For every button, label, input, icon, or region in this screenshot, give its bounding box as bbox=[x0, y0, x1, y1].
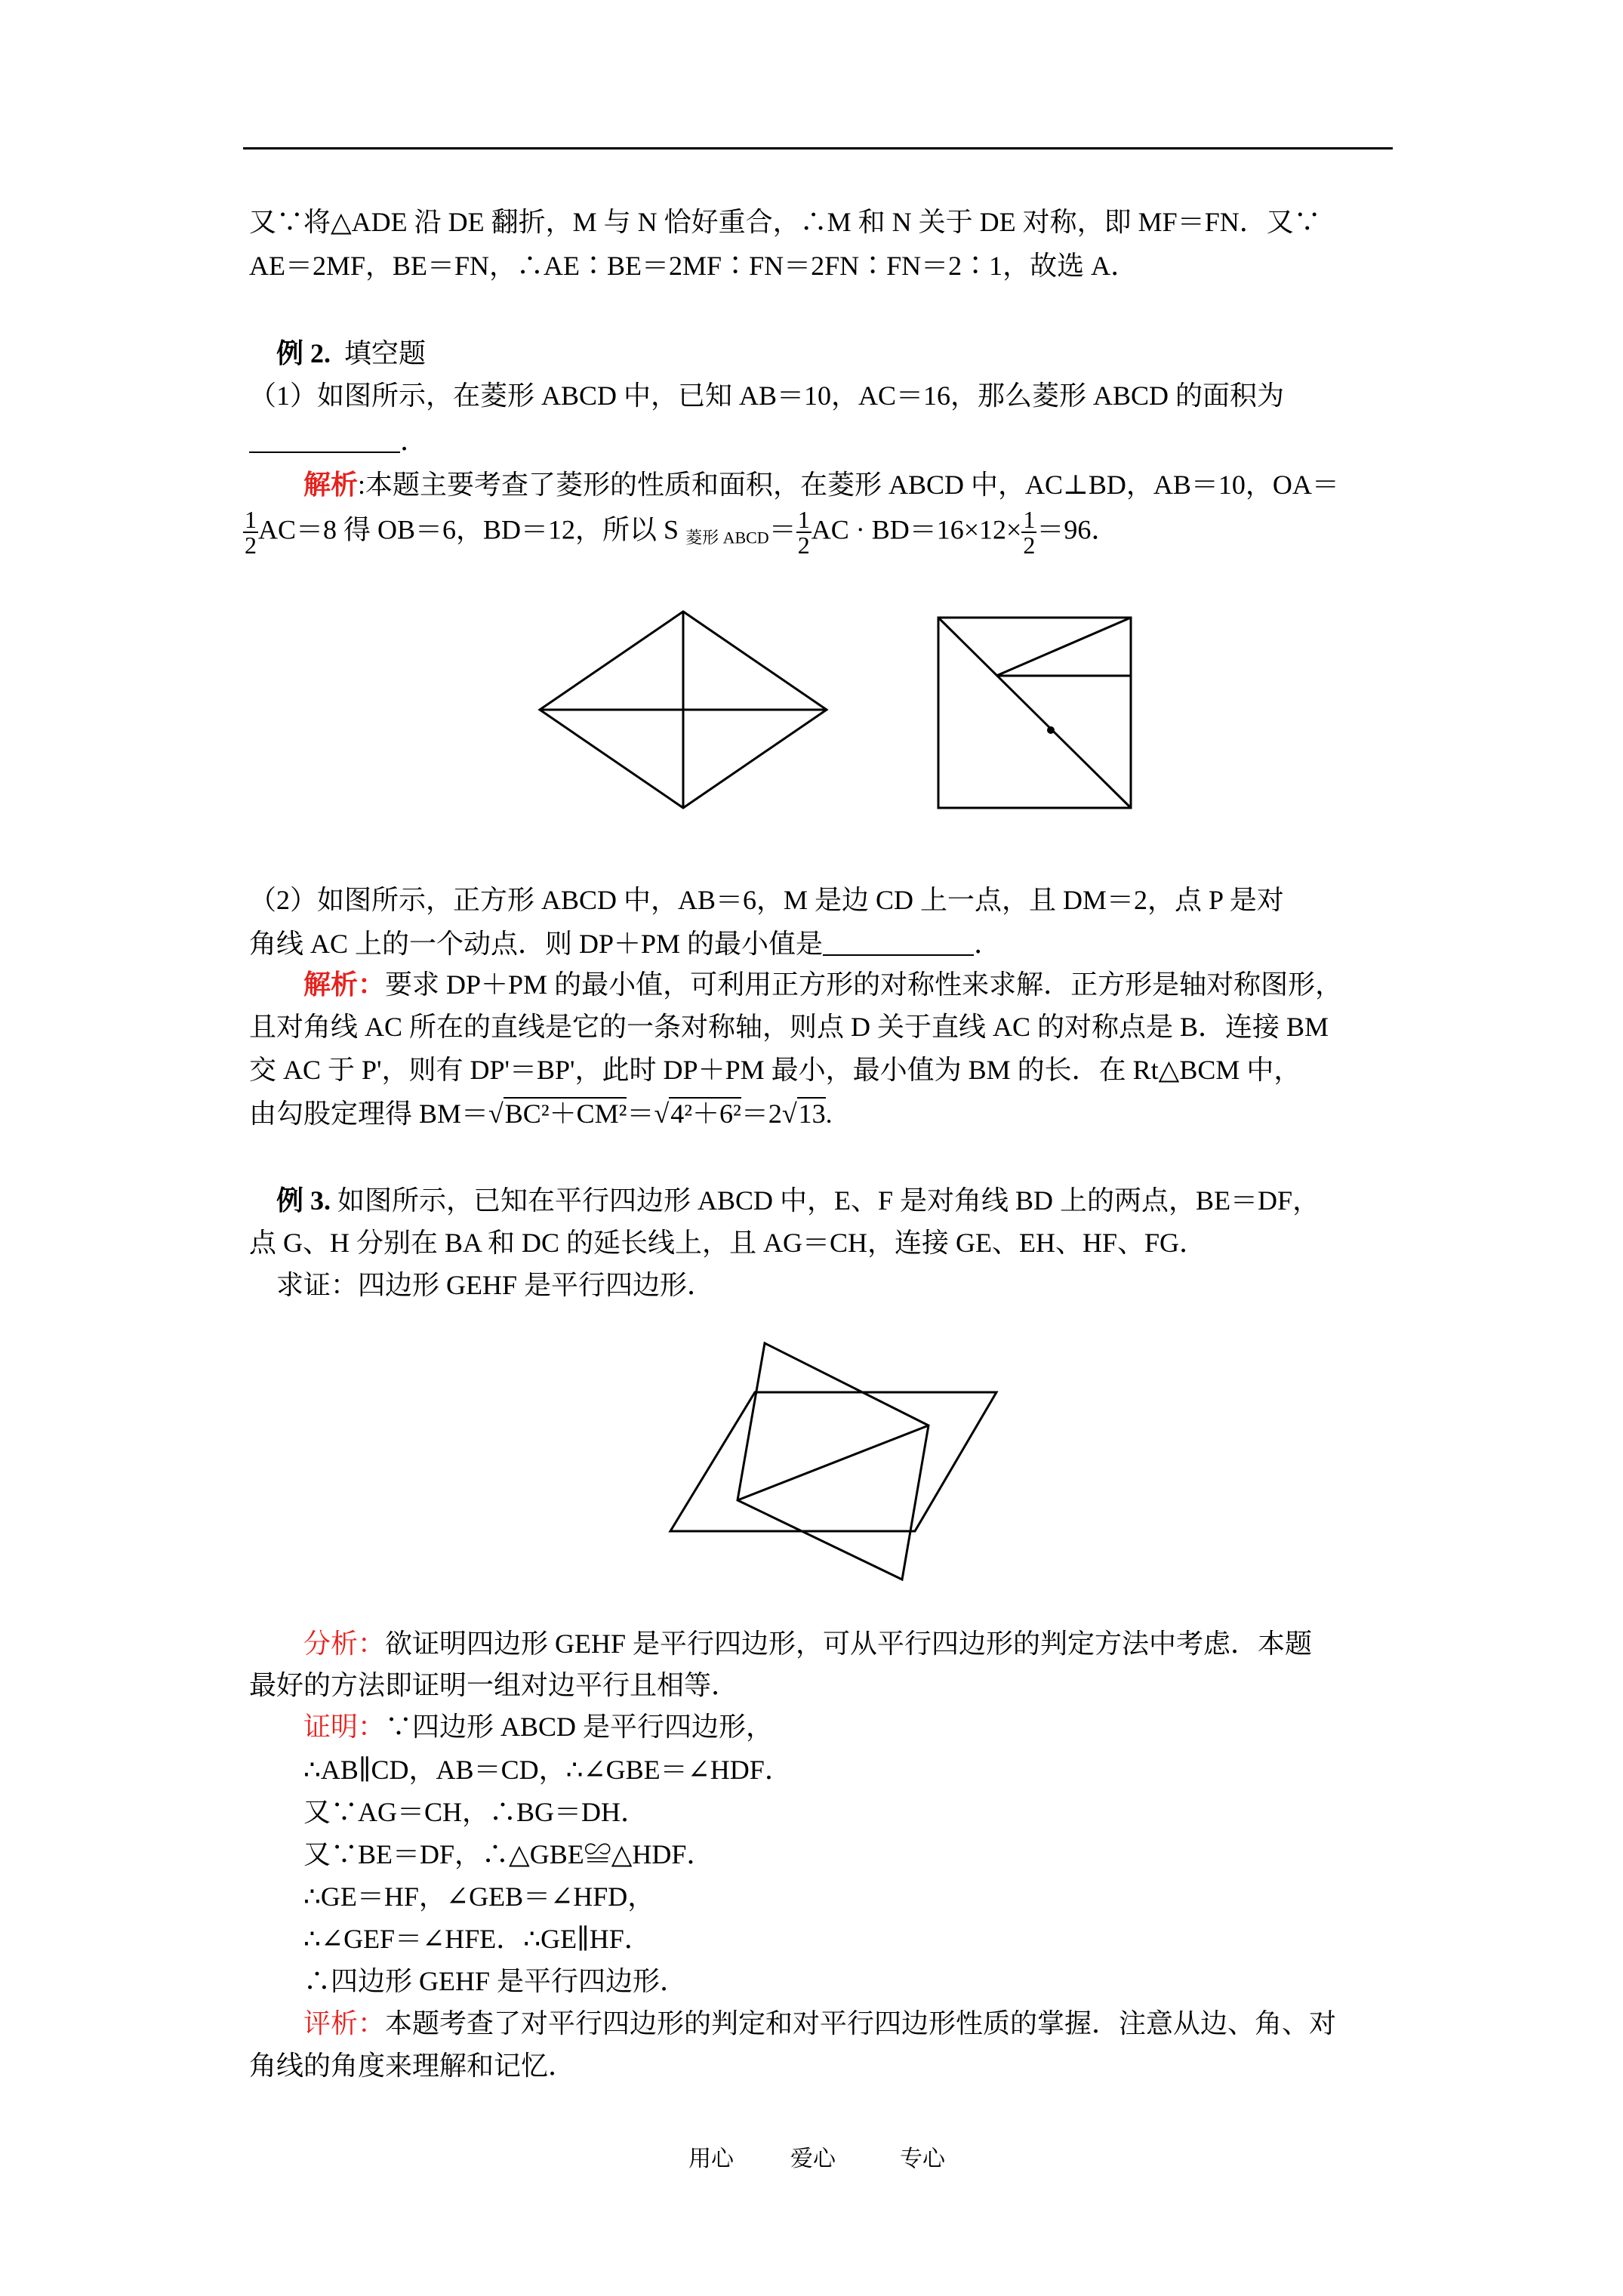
square-segment-bm bbox=[996, 618, 1131, 676]
proof-line-1 bbox=[303, 1710, 773, 1743]
proof-line-4: 又∵BE＝DF，∴△GBE≌△HDF． bbox=[303, 1839, 714, 1869]
q2-text: 角线 AC 上的一个动点．则 DP＋PM 的最小值是 bbox=[249, 929, 824, 959]
sol2-line-1 bbox=[303, 968, 1342, 1001]
sol1-text-b: ＝ bbox=[768, 514, 796, 545]
parallelogram-figure bbox=[664, 1336, 1004, 1586]
proof-line-2: ∴AB∥CD，AB＝CD，∴∠GBE＝∠HDF． bbox=[303, 1755, 792, 1785]
footer-text-3: 专心 bbox=[900, 2147, 945, 2171]
example-3-text-1: 如图所示，已知在平行四边形 ABCD 中，E、F 是对角线 BD 上的两点，BE＝DF， bbox=[337, 1185, 1320, 1216]
point-p-dot bbox=[1047, 726, 1055, 734]
sqrt-4-6: 4²＋6² bbox=[670, 1099, 741, 1129]
sol2-text-4d: . bbox=[825, 1099, 833, 1129]
sol2-text-4b: ＝ bbox=[627, 1099, 654, 1129]
sol1-line-2 bbox=[243, 507, 1118, 557]
analysis-label: 分析： bbox=[303, 1629, 386, 1659]
q2-end: ． bbox=[974, 929, 1002, 959]
example-3-line-1 bbox=[276, 1184, 1320, 1217]
square-figure bbox=[936, 615, 1134, 810]
sol2-line-4: 由勾股定理得 BM＝√BC²＋CM²＝√4²＋6²＝2√13. bbox=[249, 1099, 833, 1129]
sol2-text-4a: 由勾股定理得 BM＝ bbox=[249, 1099, 489, 1129]
comment-label: 评析： bbox=[303, 2008, 386, 2039]
footer bbox=[688, 2146, 945, 2173]
diagonal-bd bbox=[738, 1425, 929, 1500]
comment-line-1 bbox=[303, 2007, 1336, 2040]
sol1-text-a: AC＝8 得 OB＝6，BD＝12，所以 S bbox=[258, 514, 679, 545]
fraction-half-2: $\frac{1}{2}$ bbox=[797, 506, 810, 559]
proof-line-3: 又∵AG＝CH，∴BG＝DH． bbox=[303, 1797, 648, 1827]
sol1-label: 解析 bbox=[303, 470, 359, 500]
analysis-line-1 bbox=[303, 1627, 1312, 1660]
proof-label: 证明： bbox=[303, 1712, 386, 1742]
q1-end: ． bbox=[400, 426, 428, 456]
example-3-line-3: 求证：四边形 GEHF 是平行四边形． bbox=[276, 1270, 715, 1300]
prev-line-1: 又∵将△ADE 沿 DE 翻折，M 与 N 恰好重合，∴M 和 N 关于 DE 对称，即 MF＝FN．又∵ bbox=[249, 207, 1321, 237]
q2-line-1: （2）如图所示，正方形 ABCD 中，AB＝6，M 是边 CD 上一点，且 DM＝2，点 P 是对 bbox=[249, 885, 1284, 915]
example-3-label: 例 3. bbox=[276, 1185, 331, 1216]
example-2-label: 例 2. bbox=[276, 338, 331, 368]
q2-line-2 bbox=[249, 927, 1001, 960]
sqrt-13: 13 bbox=[798, 1099, 826, 1129]
sol2-text-4c: ＝2 bbox=[741, 1099, 782, 1129]
quadrilateral-gehf bbox=[738, 1343, 929, 1579]
sol2-line-2: 且对角线 AC 所在的直线是它的一条对称轴，则点 D 关于直线 AC 的对称点是 B．连接 BM bbox=[249, 1012, 1329, 1042]
answer-blank-1 bbox=[249, 429, 400, 453]
proof-line-6: ∴∠GEF＝∠HFE．∴GE∥HF． bbox=[303, 1924, 651, 1954]
sol1-text: :本题主要考查了菱形的性质和面积，在菱形 ABCD 中，AC⊥BD，AB＝10，OA＝ bbox=[358, 470, 1339, 500]
comment-text-1: 本题考查了对平行四边形的判定和对平行四边形性质的掌握．注意从边、角、对 bbox=[385, 2008, 1337, 2039]
sol2-text-1: 要求 DP＋PM 的最小值，可利用正方形的对称性来求解．正方形是轴对称图形， bbox=[385, 969, 1343, 1000]
sol1-text-c: AC · BD＝16×12× bbox=[811, 514, 1022, 545]
example-2-type: 填空题 bbox=[344, 338, 427, 368]
analysis-text-1: 欲证明四边形 GEHF 是平行四边形，可从平行四边形的判定方法中考虑．本题 bbox=[385, 1629, 1313, 1659]
footer-text-2: 爱心 bbox=[790, 2147, 836, 2171]
square-diagonal bbox=[938, 618, 1131, 808]
comment-line-2: 角线的角度来理解和记忆． bbox=[249, 2051, 576, 2081]
prev-line-2: AE＝2MF，BE＝FN，∴AE∶BE＝2MF∶FN＝2FN∶FN＝2∶1，故选 A． bbox=[249, 251, 1138, 281]
proof-line-7: ∴四边形 GEHF 是平行四边形． bbox=[303, 1966, 688, 1996]
analysis-line-2: 最好的方法即证明一组对边平行且相等． bbox=[249, 1670, 739, 1700]
q1-line-2 bbox=[249, 424, 427, 458]
rhombus-subscript: 菱形 ABCD bbox=[685, 528, 769, 547]
fraction-half-1: $\frac{1}{2}$ bbox=[245, 506, 257, 559]
sqrt-bc-cm: BC²＋CM² bbox=[504, 1099, 627, 1129]
sol2-label: 解析： bbox=[303, 969, 386, 1000]
header-rule bbox=[243, 147, 1393, 149]
proof-text-1: ∵四边形 ABCD 是平行四边形， bbox=[385, 1712, 774, 1742]
example-3-line-2: 点 G、H 分别在 BA 和 DC 的延长线上，且 AG＝CH，连接 GE、EH、HF、FG． bbox=[249, 1228, 1207, 1258]
sol1-text-d: ＝96． bbox=[1036, 514, 1119, 545]
fraction-half-3: $\frac{1}{2}$ bbox=[1023, 506, 1036, 559]
sol2-line-3: 交 AC 于 P'，则有 DP'＝BP'，此时 DP＋PM 最小，最小值为 BM 的长．在 Rt△BCM 中， bbox=[249, 1055, 1301, 1085]
footer-text-1: 用心 bbox=[688, 2147, 734, 2171]
rhombus-figure bbox=[536, 608, 830, 812]
sol1-line-1 bbox=[303, 468, 1339, 501]
q1-line-1: （1）如图所示，在菱形 ABCD 中，已知 AB＝10，AC＝16，那么菱形 ABCD 的面积为 bbox=[249, 381, 1285, 411]
example-2-heading bbox=[276, 337, 426, 370]
answer-blank-2 bbox=[823, 932, 974, 956]
proof-line-5: ∴GE＝HF，∠GEB＝∠HFD， bbox=[303, 1881, 655, 1912]
